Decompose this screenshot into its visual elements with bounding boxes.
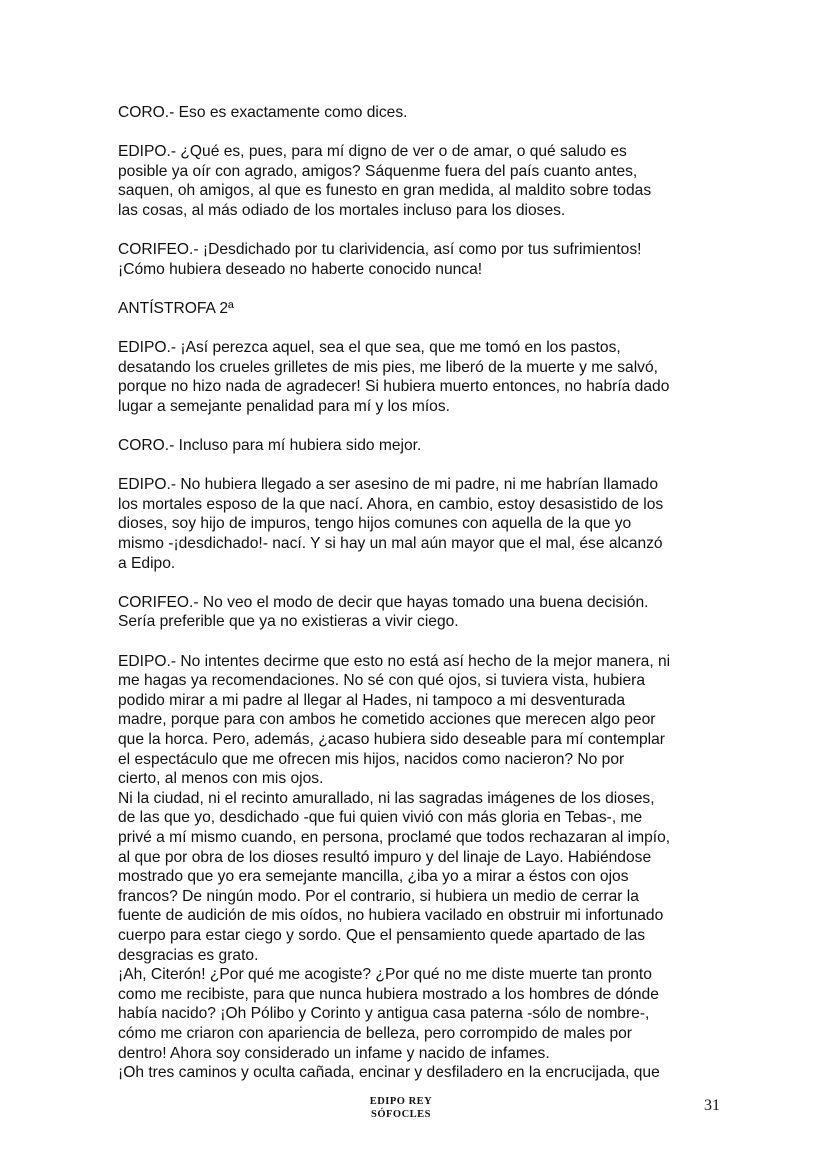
text-line: cómo me criaron con apariencia de belleza, pero corrompido de males por (118, 1024, 632, 1042)
text-line: a Edipo. (118, 554, 176, 572)
text-line: mismo -¡desdichado!- nací. Y si hay un mal aún mayor que el mal, ése alcanzó (118, 535, 663, 553)
text-line: desgracias es grato. (118, 946, 259, 964)
text-line: ¡Oh tres caminos y oculta cañada, encinar y desfiladero en la encrucijada, que (118, 1064, 660, 1082)
paragraph (118, 103, 728, 123)
text-line: cuerpo para estar ciego y sordo. Que el pensamiento quede apartado de las (118, 926, 646, 944)
footer-work-title: EDIPO REY (369, 1096, 433, 1107)
body-text (118, 103, 728, 1083)
text-line: lugar a semejante penalidad para mí y los míos. (118, 397, 450, 415)
text-line: dioses, soy hijo de impuros, tengo hijos comunes con aquella de la que yo (118, 515, 632, 533)
paragraph (118, 299, 728, 319)
text-line: CORO.- Eso es exactamente como dices. (118, 104, 408, 121)
text-line: mostrado que yo era semejante mancilla, ¿iba yo a mirar a éstos con ojos (118, 868, 629, 886)
text-line: como me recibiste, para que nunca hubiera mostrado a los hombres de dónde (118, 985, 659, 1003)
paragraph (118, 593, 728, 632)
text-line: madre, porque para con ambos he cometido acciones que merecen algo peor (118, 711, 656, 729)
text-line: ¡Ah, Citerón! ¿Por qué me acogiste? ¿Por qué no me diste muerte tan pronto (118, 966, 652, 984)
footer-author: SÓFOCLES (370, 1109, 432, 1120)
text-line: las cosas, al más odiado de los mortales incluso para los dioses. (118, 201, 566, 219)
paragraph (118, 240, 728, 279)
footer-title (340, 1095, 462, 1121)
text-line: fuente de audición de mis oídos, no hubiera vacilado en obstruir mi infortunado (118, 907, 664, 925)
text-line: los mortales esposo de la que nací. Ahora, en cambio, estoy desasistido de los (118, 495, 664, 513)
text-line: el espectáculo que me ofrecen mis hijos, nacidos como nacieron? No por (118, 750, 625, 768)
text-line: porque no hizo nada de agradecer! Si hubiera muerto entonces, no habría dado (118, 378, 670, 396)
page-number: 31 (704, 1097, 720, 1114)
text-line: desatando los crueles grilletes de mis pies, me liberó de la muerte y me salvó, (118, 358, 658, 376)
text-line: CORO.- Incluso para mí hubiera sido mejor. (118, 437, 422, 455)
text-line: EDIPO.- No intentes decirme que esto no está así hecho de la mejor manera, ni (118, 652, 671, 670)
text-line: al que por obra de los dioses resultó impuro y del linaje de Layo. Habiéndose (118, 848, 652, 866)
text-line: CORIFEO.- ¡Desdichado por tu clarividencia, así como por tus sufrimientos! (118, 241, 642, 259)
text-line: ANTÍSTROFA 2ª (118, 299, 234, 317)
paragraph (118, 475, 728, 573)
text-line: me hagas ya recomendaciones. No sé con qué ojos, si tuviera vista, hubiera (118, 672, 646, 690)
text-line: EDIPO.- ¿Qué es, pues, para mí digno de ver o de amar, o qué saludo es (118, 143, 627, 161)
paragraph (118, 652, 728, 1083)
text-line: EDIPO.- ¡Así perezca aquel, sea el que sea, que me tomó en los pastos, (118, 339, 621, 357)
paragraph (118, 142, 728, 220)
text-line: que la horca. Pero, además, ¿acaso hubiera sido deseable para mí contemplar (118, 731, 665, 748)
text-line: saquen, oh amigos, al que es funesto en gran medida, al maldito sobre todas (118, 182, 652, 200)
text-line: Sería preferible que ya no existieras a vivir ciego. (118, 613, 459, 631)
text-line: posible ya oír con agrado, amigos? Sáquenme fuera del país cuanto antes, (118, 162, 638, 180)
text-line: dentro! Ahora soy considerado un infame y nacido de infames. (118, 1044, 550, 1062)
text-line: de las que yo, desdichado -que fui quien vivió con más gloria en Tebas-, me (118, 809, 643, 827)
text-line: CORIFEO.- No veo el modo de decir que hayas tomado una buena decisión. (118, 593, 649, 611)
text-line: privé a mí mismo cuando, en persona, proclamé que todos rechazaran al impío, (118, 828, 671, 846)
text-line: francos? De ningún modo. Por el contrario, si hubiera un medio de cerrar la (118, 887, 639, 905)
paragraph (118, 338, 728, 416)
text-line: cierto, al menos con mis ojos. (118, 770, 324, 788)
text-line: Ni la ciudad, ni el recinto amurallado, ni las sagradas imágenes de los dioses, (118, 789, 655, 807)
text-line: había nacido? ¡Oh Pólibo y Corinto y antigua casa paterna -sólo de nombre-, (118, 1005, 650, 1023)
text-line: ¡Cómo hubiera deseado no haberte conocido nunca! (118, 260, 483, 278)
text-line: podido mirar a mi padre al llegar al Hades, ni tampoco a mi desventurada (118, 691, 626, 709)
text-line: EDIPO.- No hubiera llegado a ser asesino de mi padre, ni me habrían llamado (118, 476, 659, 494)
paragraph (118, 436, 728, 456)
